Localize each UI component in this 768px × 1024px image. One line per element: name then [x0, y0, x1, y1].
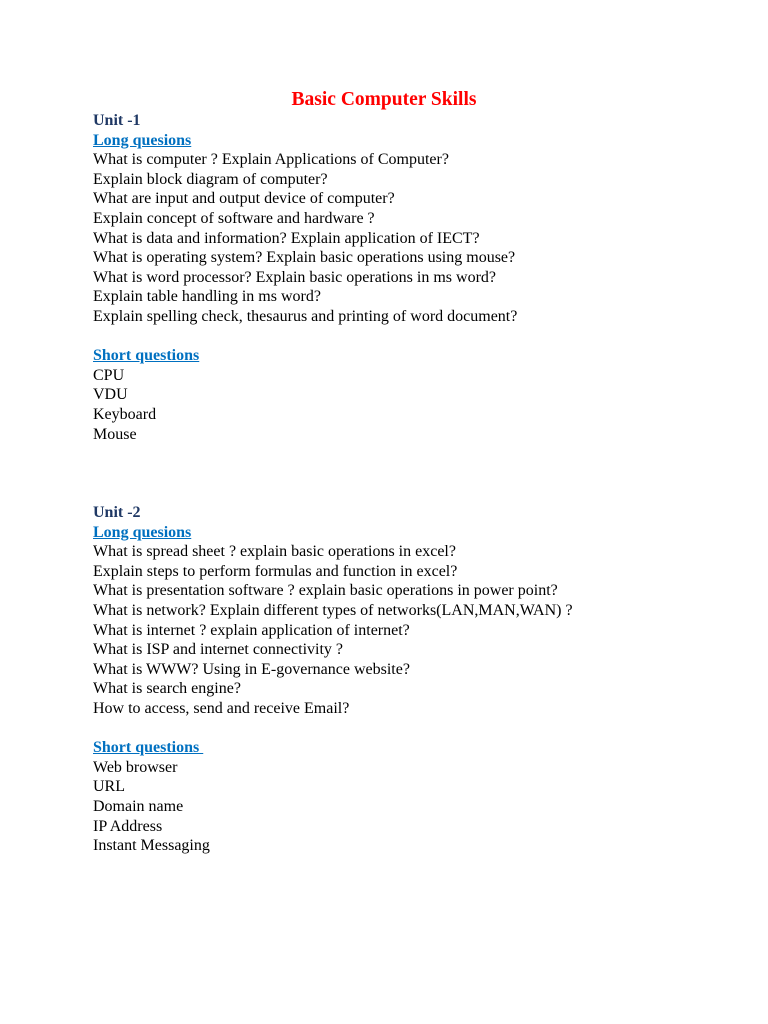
question-item: What is internet ? explain application of internet?	[93, 621, 410, 639]
question-item: Explain block diagram of computer?	[93, 170, 328, 188]
unit-section	[93, 111, 733, 444]
long-questions-list	[93, 150, 733, 326]
short-questions-heading: Short questions	[93, 739, 204, 757]
short-question-item: VDU	[93, 386, 128, 404]
spacer	[93, 327, 733, 347]
question-item: What is search engine?	[93, 680, 241, 698]
question-item: Explain steps to perform formulas and function in excel?	[93, 562, 458, 580]
question-item: What is operating system? Explain basic operations using mouse?	[93, 249, 516, 267]
long-questions-heading: Long quesions	[93, 523, 192, 541]
short-questions-list	[93, 366, 733, 444]
question-item: Explain spelling check, thesaurus and printing of word document?	[93, 307, 518, 325]
short-question-item: Domain name	[93, 797, 184, 815]
spacer	[93, 719, 733, 739]
question-item: What are input and output device of computer?	[93, 190, 395, 208]
short-questions-heading: Short questions	[93, 347, 200, 365]
short-question-item: URL	[93, 778, 125, 796]
unit-section	[93, 503, 733, 856]
short-question-item: Mouse	[93, 425, 137, 443]
question-item: What is network? Explain different types of networks(LAN,MAN,WAN) ?	[93, 601, 573, 619]
question-item: What is word processor? Explain basic operations in ms word?	[93, 268, 497, 286]
short-question-item: Web browser	[93, 758, 178, 776]
document-title: Basic Computer Skills	[291, 89, 477, 110]
short-questions-list	[93, 758, 733, 856]
long-questions-heading: Long quesions	[93, 131, 192, 149]
question-item: How to access, send and receive Email?	[93, 699, 350, 717]
short-question-item: IP Address	[93, 817, 163, 835]
short-question-item: Instant Messaging	[93, 837, 210, 855]
short-question-item: Keyboard	[93, 405, 157, 423]
question-item: What is computer ? Explain Applications of Computer?	[93, 151, 449, 169]
question-item: What is ISP and internet connectivity ?	[93, 641, 344, 659]
question-item: Explain concept of software and hardware ?	[93, 209, 375, 227]
unit-heading: Unit -2	[93, 504, 141, 521]
question-item: Explain table handling in ms word?	[93, 288, 321, 306]
long-questions-list	[93, 542, 733, 718]
question-item: What is data and information? Explain application of IECT?	[93, 229, 480, 247]
question-item: What is presentation software ? explain basic operations in power point?	[93, 582, 558, 600]
question-item: What is WWW? Using in E-governance website?	[93, 660, 410, 678]
short-question-item: CPU	[93, 366, 125, 384]
unit-heading: Unit -1	[93, 112, 141, 129]
question-item: What is spread sheet ? explain basic operations in excel?	[93, 543, 456, 561]
